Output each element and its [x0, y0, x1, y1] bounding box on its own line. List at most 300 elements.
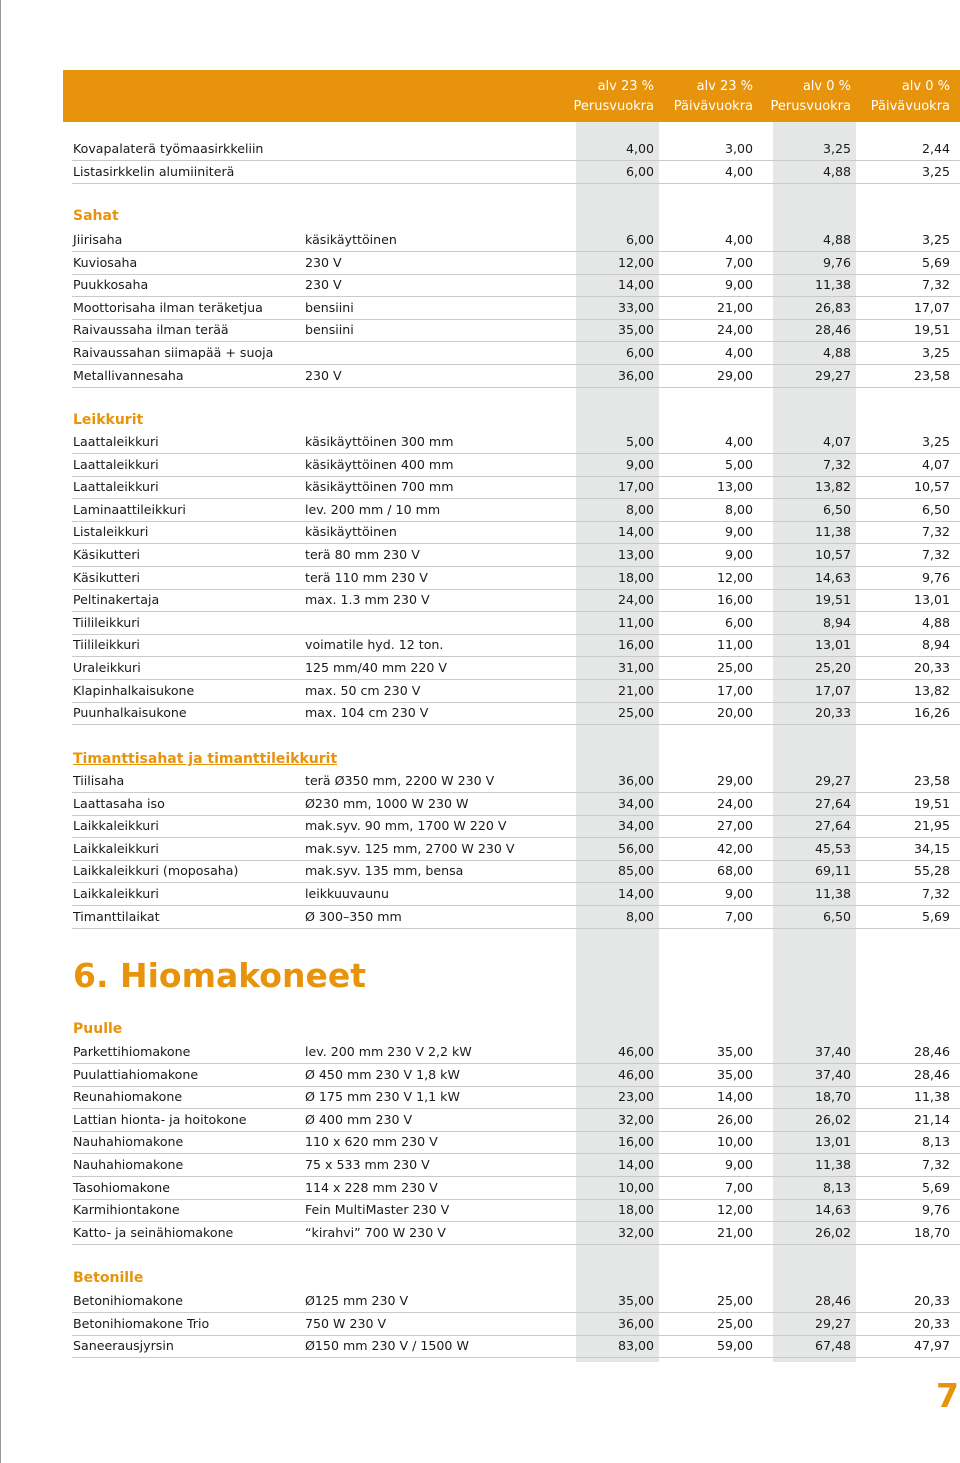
- price-vat0-base: 28,46: [814, 322, 851, 338]
- price-vat0-base: 26,83: [814, 299, 851, 315]
- table-row: [72, 499, 960, 522]
- price-vat23-day: 35,00: [716, 1044, 753, 1059]
- price-vat0-base: 25,20: [814, 660, 851, 675]
- price-vat23-base: 11,00: [617, 614, 654, 630]
- item-name: Klapinhalkaisukone: [73, 682, 195, 698]
- price-vat0-day: 19,51: [913, 795, 950, 811]
- price-vat23-day: 9,00: [724, 1157, 753, 1172]
- header-vat: alv 23 %: [597, 79, 654, 94]
- price-vat0-base: 67,48: [814, 1338, 851, 1354]
- price-vat23-day: 29,00: [716, 773, 753, 788]
- price-vat23-day: 6,00: [724, 614, 753, 630]
- price-vat0-day: 8,13: [921, 1134, 950, 1150]
- price-vat23-day: 17,00: [716, 682, 753, 698]
- item-spec: 125 mm/40 mm 220 V: [305, 660, 448, 675]
- item-name: Saneerausjyrsin: [73, 1338, 174, 1354]
- item-name: Listaleikkuri: [73, 524, 149, 540]
- price-vat0-day: 9,76: [921, 1202, 950, 1218]
- table-row: [72, 454, 960, 477]
- table-row: [72, 544, 960, 567]
- item-spec: käsikäyttöinen 400 mm: [305, 456, 454, 472]
- price-vat23-base: 46,00: [617, 1044, 654, 1059]
- table-row: [72, 252, 960, 275]
- item-spec: mak.syv. 135 mm, bensa: [305, 863, 464, 879]
- price-vat23-day: 5,00: [724, 456, 753, 472]
- item-spec: Ø 175 mm 230 V 1,1 kW: [305, 1089, 460, 1105]
- price-vat0-day: 3,25: [921, 163, 950, 179]
- price-vat0-day: 18,70: [913, 1224, 950, 1240]
- table-row: [72, 1199, 960, 1222]
- page-number: 7: [936, 1376, 959, 1415]
- item-name: Lattian hionta- ja hoitokone: [73, 1111, 247, 1127]
- price-vat23-day: 4,00: [724, 163, 753, 179]
- item-spec: lev. 200 mm / 10 mm: [305, 501, 441, 517]
- item-name: Laikkaleikkuri (moposaha): [73, 863, 239, 879]
- item-spec: käsikäyttöinen: [305, 232, 397, 247]
- item-spec: terä Ø350 mm, 2200 W 230 V: [305, 773, 495, 788]
- price-vat0-base: 4,88: [822, 232, 851, 247]
- item-name: Laattaleikkuri: [73, 456, 159, 472]
- item-spec: käsikäyttöinen 700 mm: [305, 479, 454, 495]
- price-vat0-day: 5,69: [921, 908, 950, 924]
- price-vat0-day: 9,76: [921, 569, 950, 585]
- item-name: Raivaussahan siimapää + suoja: [73, 345, 274, 360]
- price-vat23-day: 25,00: [716, 1315, 753, 1331]
- table-row: [72, 342, 960, 365]
- price-vat23-base: 8,00: [625, 501, 654, 517]
- price-vat23-day: 7,00: [724, 254, 753, 270]
- section-title-betonille: Betonille: [73, 1270, 144, 1286]
- table-row: [72, 883, 960, 906]
- item-name: Tiilisaha: [73, 773, 125, 788]
- item-name: Kuviosaha: [73, 254, 138, 270]
- chapter-title: 6. Hiomakoneet: [73, 956, 367, 995]
- price-vat0-base: 26,02: [814, 1224, 851, 1240]
- price-vat0-base: 27,64: [814, 795, 851, 811]
- price-vat23-day: 25,00: [716, 660, 753, 675]
- price-vat0-day: 7,32: [921, 886, 950, 901]
- price-vat0-base: 11,38: [814, 524, 851, 540]
- price-vat23-day: 21,00: [716, 1224, 753, 1240]
- price-vat0-day: 55,28: [913, 863, 950, 879]
- price-vat0-base: 11,38: [814, 1157, 851, 1172]
- table-row: [72, 612, 960, 635]
- table-row: [72, 521, 960, 544]
- table-row: [72, 297, 960, 320]
- price-vat23-day: 10,00: [716, 1134, 753, 1150]
- item-spec: max. 1.3 mm 230 V: [305, 592, 430, 608]
- table-row: [72, 1109, 960, 1132]
- price-vat0-base: 13,01: [814, 637, 851, 653]
- price-vat0-base: 11,38: [814, 886, 851, 901]
- item-spec: terä 80 mm 230 V: [305, 547, 420, 562]
- item-spec: leikkuuvaunu: [305, 886, 390, 901]
- price-vat23-base: 9,00: [625, 456, 654, 472]
- price-vat23-day: 4,00: [724, 232, 753, 247]
- price-vat23-base: 56,00: [617, 840, 654, 856]
- table-row: [72, 1131, 960, 1154]
- price-vat0-base: 29,27: [814, 367, 851, 383]
- price-vat23-base: 16,00: [617, 1134, 654, 1150]
- price-vat0-base: 13,01: [814, 1134, 851, 1150]
- item-name: Metallivannesaha: [73, 367, 184, 383]
- item-spec: 75 x 533 mm 230 V: [305, 1157, 430, 1172]
- price-vat23-base: 34,00: [617, 818, 654, 834]
- item-name: Betonihiomakone Trio: [73, 1315, 210, 1331]
- item-spec: 114 x 228 mm 230 V: [305, 1179, 438, 1195]
- price-vat0-base: 6,50: [822, 501, 851, 517]
- price-vat23-base: 4,00: [625, 141, 654, 156]
- price-vat0-day: 17,07: [913, 299, 950, 315]
- price-vat0-day: 11,38: [913, 1089, 950, 1105]
- table-row: [72, 1177, 960, 1200]
- item-spec: max. 104 cm 230 V: [305, 705, 429, 721]
- table-row: [72, 274, 960, 297]
- item-spec: mak.syv. 125 mm, 2700 W 230 V: [305, 840, 515, 856]
- price-vat23-day: 13,00: [716, 479, 753, 495]
- price-vat23-day: 7,00: [724, 908, 753, 924]
- price-vat0-day: 21,95: [913, 818, 950, 834]
- header-col-4: [849, 77, 950, 117]
- item-spec: Ø230 mm, 1000 W 230 W: [305, 795, 469, 811]
- price-vat23-base: 13,00: [617, 547, 654, 562]
- page-edge-rule: [0, 0, 1, 1463]
- item-name: Betonihiomakone: [73, 1293, 183, 1308]
- price-vat0-day: 10,57: [913, 479, 950, 495]
- price-vat0-day: 34,15: [913, 840, 950, 856]
- price-vat0-base: 7,32: [822, 456, 851, 472]
- item-name: Karmihiontakone: [73, 1202, 180, 1218]
- price-vat23-day: 14,00: [716, 1089, 753, 1105]
- price-vat0-base: 8,94: [822, 614, 851, 630]
- header-rent-type: Päivävuokra: [870, 99, 950, 114]
- item-name: Nauhahiomakone: [73, 1134, 184, 1150]
- header-vat: alv 0 %: [901, 79, 950, 94]
- price-vat0-day: 13,01: [913, 592, 950, 608]
- price-vat23-base: 23,00: [617, 1089, 654, 1105]
- price-vat23-base: 6,00: [625, 163, 654, 179]
- price-vat0-day: 16,26: [913, 705, 950, 721]
- price-vat23-day: 42,00: [716, 840, 753, 856]
- table-row: [72, 860, 960, 883]
- price-vat0-base: 37,40: [814, 1066, 851, 1082]
- item-name: Nauhahiomakone: [73, 1157, 184, 1172]
- table-row: [72, 657, 960, 680]
- price-vat0-base: 37,40: [814, 1044, 851, 1059]
- item-spec: 230 V: [305, 367, 342, 383]
- price-vat23-base: 18,00: [617, 1202, 654, 1218]
- header-rent-type: Perusvuokra: [573, 99, 654, 114]
- price-vat0-base: 28,46: [814, 1293, 851, 1308]
- price-vat23-base: 6,00: [625, 345, 654, 360]
- price-vat23-day: 24,00: [716, 795, 753, 811]
- price-vat23-day: 68,00: [716, 863, 753, 879]
- price-vat0-day: 4,07: [921, 456, 950, 472]
- item-name: Tasohiomakone: [73, 1179, 171, 1195]
- price-vat23-day: 27,00: [716, 818, 753, 834]
- item-name: Listasirkkelin alumiiniterä: [73, 163, 235, 179]
- header-rent-type: Päivävuokra: [673, 99, 753, 114]
- price-vat23-base: 6,00: [625, 232, 654, 247]
- section-title-puulle: Puulle: [73, 1021, 123, 1037]
- header-col-2: [652, 77, 753, 117]
- price-vat23-day: 9,00: [724, 277, 753, 293]
- price-vat0-base: 3,25: [822, 141, 851, 156]
- item-name: Uraleikkuri: [73, 660, 141, 675]
- price-vat0-day: 23,58: [913, 773, 950, 788]
- section-title-leikkurit: Leikkurit: [73, 412, 144, 428]
- price-vat0-day: 6,50: [921, 501, 950, 517]
- item-spec: lev. 200 mm 230 V 2,2 kW: [305, 1044, 472, 1059]
- price-vat23-base: 83,00: [617, 1338, 654, 1354]
- item-spec: bensiini: [305, 299, 354, 315]
- price-vat0-base: 19,51: [814, 592, 851, 608]
- price-vat23-base: 85,00: [617, 863, 654, 879]
- table-row: [72, 138, 960, 161]
- price-vat23-base: 34,00: [617, 795, 654, 811]
- table-row: [72, 161, 960, 184]
- item-spec: käsikäyttöinen 300 mm: [305, 434, 454, 449]
- price-vat0-base: 27,64: [814, 818, 851, 834]
- item-name: Kovapalaterä työmaasirkkeliin: [73, 141, 264, 156]
- item-name: Reunahiomakone: [73, 1089, 183, 1105]
- price-vat23-base: 14,00: [617, 1157, 654, 1172]
- price-vat0-day: 20,33: [913, 1315, 950, 1331]
- price-vat23-day: 11,00: [716, 637, 753, 653]
- price-vat0-base: 4,07: [822, 434, 851, 449]
- table-row: [72, 476, 960, 499]
- table-row: [72, 567, 960, 590]
- price-vat23-day: 20,00: [716, 705, 753, 721]
- price-vat0-day: 19,51: [913, 322, 950, 338]
- header-vat: alv 23 %: [696, 79, 753, 94]
- price-vat23-base: 12,00: [617, 254, 654, 270]
- header-col-1: [553, 77, 654, 117]
- item-name: Laminaattileikkuri: [73, 501, 186, 517]
- item-name: Puukkosaha: [73, 277, 149, 293]
- item-spec: Ø125 mm 230 V: [305, 1293, 409, 1308]
- price-vat23-base: 14,00: [617, 886, 654, 901]
- item-spec: 230 V: [305, 277, 342, 293]
- item-name: Laattaleikkuri: [73, 434, 159, 449]
- table-row: [72, 1154, 960, 1177]
- item-name: Jiirisaha: [73, 232, 123, 247]
- price-vat23-day: 12,00: [716, 1202, 753, 1218]
- table-row: [72, 906, 960, 929]
- price-vat23-day: 29,00: [716, 367, 753, 383]
- price-vat23-base: 36,00: [617, 773, 654, 788]
- item-spec: Fein MultiMaster 230 V: [305, 1202, 450, 1218]
- price-vat23-day: 26,00: [716, 1111, 753, 1127]
- price-vat0-day: 7,32: [921, 277, 950, 293]
- header-rent-type: Perusvuokra: [770, 99, 851, 114]
- header-vat: alv 0 %: [802, 79, 851, 94]
- item-name: Laikkaleikkuri: [73, 818, 159, 834]
- price-vat23-base: 31,00: [617, 660, 654, 675]
- price-vat0-day: 20,33: [913, 660, 950, 675]
- price-vat0-base: 10,57: [814, 547, 851, 562]
- price-vat23-day: 9,00: [724, 886, 753, 901]
- price-vat23-base: 36,00: [617, 1315, 654, 1331]
- table-row: [72, 1064, 960, 1087]
- item-name: Laattaleikkuri: [73, 479, 159, 495]
- price-vat0-day: 4,88: [921, 614, 950, 630]
- price-vat0-base: 26,02: [814, 1111, 851, 1127]
- price-vat23-day: 3,00: [724, 141, 753, 156]
- item-spec: Ø150 mm 230 V / 1500 W: [305, 1338, 469, 1354]
- item-name: Tiilileikkuri: [73, 637, 140, 653]
- price-vat0-day: 20,33: [913, 1293, 950, 1308]
- item-spec: “kirahvi” 700 W 230 V: [305, 1224, 446, 1240]
- price-vat23-base: 24,00: [617, 592, 654, 608]
- price-vat0-base: 6,50: [822, 908, 851, 924]
- item-name: Peltinakertaja: [73, 592, 160, 608]
- price-vat0-day: 3,25: [921, 345, 950, 360]
- table-row: [72, 1222, 960, 1245]
- price-vat23-base: 46,00: [617, 1066, 654, 1082]
- table-row: [72, 229, 960, 252]
- price-vat0-day: 8,94: [921, 637, 950, 653]
- price-vat23-base: 32,00: [617, 1111, 654, 1127]
- item-name: Katto- ja seinähiomakone: [73, 1224, 234, 1240]
- table-row: [72, 815, 960, 838]
- table-row: [72, 793, 960, 816]
- price-vat0-day: 5,69: [921, 254, 950, 270]
- item-name: Parkettihiomakone: [73, 1044, 191, 1059]
- item-name: Käsikutteri: [73, 547, 141, 562]
- table-row: [72, 770, 960, 793]
- price-vat23-base: 14,00: [617, 277, 654, 293]
- price-vat23-day: 25,00: [716, 1293, 753, 1308]
- table-row: [72, 1335, 960, 1358]
- price-vat23-base: 10,00: [617, 1179, 654, 1195]
- price-table-header: [63, 70, 960, 122]
- item-name: Puunhalkaisukone: [73, 705, 187, 721]
- item-name: Tiilileikkuri: [73, 614, 140, 630]
- price-vat23-base: 33,00: [617, 299, 654, 315]
- table-row: [72, 1086, 960, 1109]
- price-vat0-day: 7,32: [921, 547, 950, 562]
- price-vat0-base: 17,07: [814, 682, 851, 698]
- price-vat23-base: 35,00: [617, 322, 654, 338]
- price-vat0-day: 3,25: [921, 232, 950, 247]
- price-vat0-base: 8,13: [822, 1179, 851, 1195]
- item-spec: Ø 300–350 mm: [305, 908, 402, 924]
- price-vat0-day: 13,82: [913, 682, 950, 698]
- item-spec: mak.syv. 90 mm, 1700 W 220 V: [305, 818, 507, 834]
- table-row: [72, 702, 960, 725]
- price-vat23-base: 25,00: [617, 705, 654, 721]
- section-title-sahat: Sahat: [73, 208, 119, 224]
- header-col-3: [750, 77, 851, 117]
- price-vat0-base: 11,38: [814, 277, 851, 293]
- table-row: [72, 680, 960, 703]
- price-vat0-day: 7,32: [921, 1157, 950, 1172]
- price-vat0-base: 4,88: [822, 163, 851, 179]
- price-vat23-base: 21,00: [617, 682, 654, 698]
- price-vat23-day: 7,00: [724, 1179, 753, 1195]
- item-name: Laikkaleikkuri: [73, 840, 159, 856]
- price-vat0-base: 29,27: [814, 773, 851, 788]
- price-vat0-day: 7,32: [921, 524, 950, 540]
- price-vat23-day: 4,00: [724, 345, 753, 360]
- price-vat23-day: 24,00: [716, 322, 753, 338]
- price-vat0-base: 20,33: [814, 705, 851, 721]
- price-vat0-day: 23,58: [913, 367, 950, 383]
- item-name: Moottorisaha ilman teräketjua: [73, 299, 263, 315]
- item-spec: bensiini: [305, 322, 354, 338]
- price-vat0-day: 21,14: [913, 1111, 950, 1127]
- price-vat0-base: 9,76: [822, 254, 851, 270]
- item-spec: käsikäyttöinen: [305, 524, 397, 540]
- price-vat0-base: 45,53: [814, 840, 851, 856]
- item-spec: voimatile hyd. 12 ton.: [305, 637, 444, 653]
- table-row: [72, 838, 960, 861]
- table-row: [72, 1041, 960, 1064]
- item-name: Käsikutteri: [73, 569, 141, 585]
- item-name: Timanttilaikat: [73, 908, 160, 924]
- price-vat0-base: 14,63: [814, 1202, 851, 1218]
- table-row: [72, 1313, 960, 1336]
- item-name: Puulattiahiomakone: [73, 1066, 199, 1082]
- price-vat23-base: 5,00: [625, 434, 654, 449]
- price-vat0-base: 14,63: [814, 569, 851, 585]
- price-vat23-base: 8,00: [625, 908, 654, 924]
- price-vat23-base: 32,00: [617, 1224, 654, 1240]
- item-spec: max. 50 cm 230 V: [305, 682, 421, 698]
- price-vat0-base: 69,11: [814, 863, 851, 879]
- item-spec: 230 V: [305, 254, 342, 270]
- table-row: [72, 365, 960, 388]
- section-title-timantti: Timanttisahat ja timanttileikkurit: [73, 751, 338, 767]
- table-row: [72, 431, 960, 454]
- table-row: [72, 634, 960, 657]
- table-row: [72, 319, 960, 342]
- price-vat23-day: 4,00: [724, 434, 753, 449]
- item-name: Raivaussaha ilman terää: [73, 322, 229, 338]
- item-name: Laattasaha iso: [73, 795, 165, 811]
- item-spec: terä 110 mm 230 V: [305, 569, 428, 585]
- price-vat23-base: 14,00: [617, 524, 654, 540]
- price-vat23-day: 35,00: [716, 1066, 753, 1082]
- price-vat0-base: 4,88: [822, 345, 851, 360]
- item-spec: Ø 450 mm 230 V 1,8 kW: [305, 1066, 460, 1082]
- table-row: [72, 589, 960, 612]
- price-vat0-base: 29,27: [814, 1315, 851, 1331]
- price-vat0-base: 13,82: [814, 479, 851, 495]
- table-row: [72, 1290, 960, 1313]
- price-vat23-day: 59,00: [716, 1338, 753, 1354]
- item-name: Laikkaleikkuri: [73, 886, 159, 901]
- price-vat0-day: 28,46: [913, 1066, 950, 1082]
- price-vat23-base: 16,00: [617, 637, 654, 653]
- price-vat0-day: 2,44: [921, 141, 950, 156]
- price-vat23-day: 9,00: [724, 547, 753, 562]
- price-vat23-day: 12,00: [716, 569, 753, 585]
- item-spec: 750 W 230 V: [305, 1315, 387, 1331]
- price-vat0-base: 18,70: [814, 1089, 851, 1105]
- price-vat23-base: 35,00: [617, 1293, 654, 1308]
- price-vat0-day: 28,46: [913, 1044, 950, 1059]
- price-vat23-base: 18,00: [617, 569, 654, 585]
- price-vat23-day: 21,00: [716, 299, 753, 315]
- item-spec: Ø 400 mm 230 V: [305, 1111, 413, 1127]
- price-vat23-day: 9,00: [724, 524, 753, 540]
- price-vat0-day: 5,69: [921, 1179, 950, 1195]
- price-vat23-base: 17,00: [617, 479, 654, 495]
- price-vat0-day: 47,97: [913, 1338, 950, 1354]
- price-vat0-day: 3,25: [921, 434, 950, 449]
